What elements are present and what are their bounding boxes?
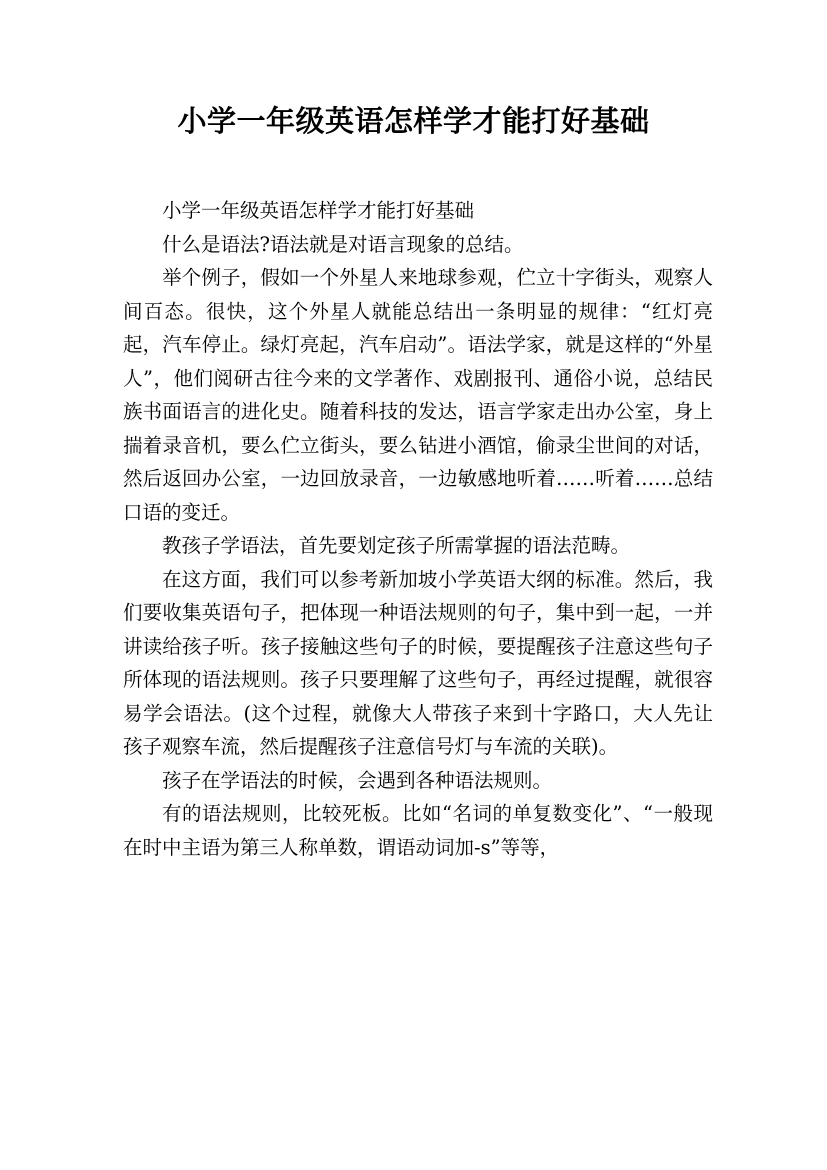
document-title: 小学一年级英语怎样学才能打好基础: [177, 104, 650, 138]
paragraph: 小学一年级英语怎样学才能打好基础: [162, 199, 475, 222]
paragraph: 孩子在学语法的时候，会遇到各种语法规则。: [162, 768, 553, 792]
paragraph: 有的语法规则，比较死板。比如“名词的单复数变化”、“一般现在时中主语为第三人称单数，谓语动词加-s”等等，: [123, 802, 713, 859]
paragraph: 教孩子学语法，首先要划定孩子所需掌握的语法范畴。: [162, 534, 631, 557]
document-body: [123, 194, 713, 864]
paragraph: 举个例子，假如一个外星人来地球参观，伫立十字街头，观察人间百态。很快，这个外星人就能总结出一条明显的规律：“红灯亮起，汽车停止。绿灯亮起，汽车启动”。语法学家，就是这样的“外星人”，他们阅研古往今来的文学著作、戏剧报刊、通俗小说，总结民族书面语言的进化史。随着科技的发达，语言学家走出办公室，身上揣着录音机，要么伫立街头，要么钻进小酒馆，偷录尘世间的对话，然后返回办公室，一边回放录音，一边敏感地听着……听着……总结口语的变迁。: [123, 266, 713, 524]
paragraph: 在这方面，我们可以参考新加坡小学英语大纲的标准。然后，我们要收集英语句子，把体现一种语法规则的句子，集中到一起，一并讲读给孩子听。孩子接触这些句子的时候，要提醒孩子注意这些句子所体现的语法规则。孩子只要理解了这些句子，再经过提醒，就很容易学会语法。(这个过程，就像大人带孩子来到十字路口，大人先让孩子观察车流，然后提醒孩子注意信号灯与车流的关联)。: [123, 567, 713, 758]
paragraph: 什么是语法?语法就是对语言现象的总结。: [162, 232, 524, 256]
